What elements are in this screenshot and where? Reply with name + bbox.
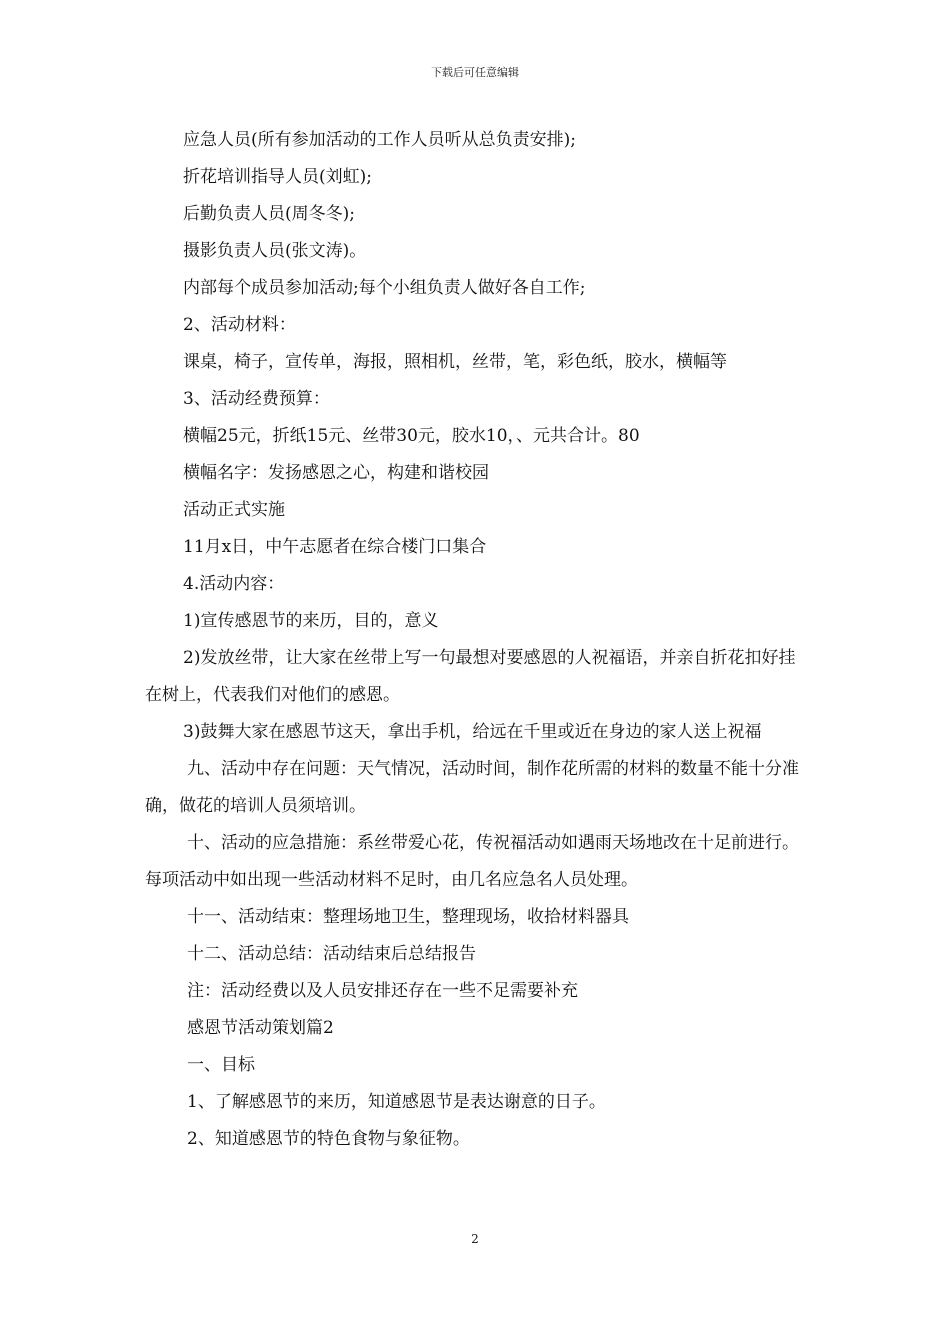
paragraph: 十一、活动结束：整理场地卫生，整理现场，收拾材料器具 [187,907,629,927]
paragraph: 活动正式实施 [183,500,285,520]
paragraph: 摄影负责人员(张文涛)。 [183,241,367,261]
paragraph: 3、活动经费预算： [183,389,330,409]
paragraph: 11月x日，中午志愿者在综合楼门口集合 [183,537,487,557]
paragraph: 4.活动内容： [183,574,285,594]
paragraph: 注：活动经费以及人员安排还存在一些不足需要补充 [187,981,578,1001]
paragraph: 十、活动的应急措施：系丝带爱心花，传祝福活动如遇雨天场地改在十足前进行。每项活动中如出现一些活动材料不足时，由几名应急名人员处理。 [145,833,799,890]
paragraph: 折花培训指导人员(刘虹); [183,167,372,187]
page-number: 2 [471,1232,479,1246]
paragraph: 九、活动中存在问题：天气情况，活动时间，制作花所需的材料的数量不能十分准确，做花的培训人员须培训。 [145,759,799,816]
paragraph: 感恩节活动策划篇2 [187,1018,334,1038]
paragraph: 十二、活动总结：活动结束后总结报告 [187,944,476,964]
paragraph: 横幅25元，折纸15元、丝带30元，胶水10，、元共合计。80 [183,426,640,446]
paragraph: 1)宣传感恩节的来历，目的，意义 [183,611,439,631]
paragraph: 内部每个成员参加活动;每个小组负责人做好各自工作; [183,278,586,298]
paragraph: 2、活动材料： [183,315,296,335]
page-header-note: 下载后可任意编辑 [431,66,519,79]
paragraph: 2、知道感恩节的特色食物与象征物。 [187,1129,470,1149]
paragraph: 横幅名字：发扬感恩之心，构建和谐校园 [183,463,489,483]
paragraph: 3)鼓舞大家在感恩节这天，拿出手机，给远在千里或近在身边的家人送上祝福 [183,722,762,742]
paragraph: 课桌，椅子，宣传单，海报，照相机，丝带，笔，彩色纸，胶水，横幅等 [183,352,727,372]
paragraph: 应急人员(所有参加活动的工作人员听从总负责安排); [183,130,576,150]
paragraph: 一、目标 [187,1055,255,1075]
document-body [145,122,810,1158]
paragraph: 2)发放丝带，让大家在丝带上写一句最想对要感恩的人祝福语，并亲自折花扣好挂在树上，代表我们对他们的感恩。 [145,648,796,705]
paragraph: 1、了解感恩节的来历，知道感恩节是表达谢意的日子。 [187,1092,606,1112]
paragraph: 后勤负责人员(周冬冬); [183,204,355,224]
